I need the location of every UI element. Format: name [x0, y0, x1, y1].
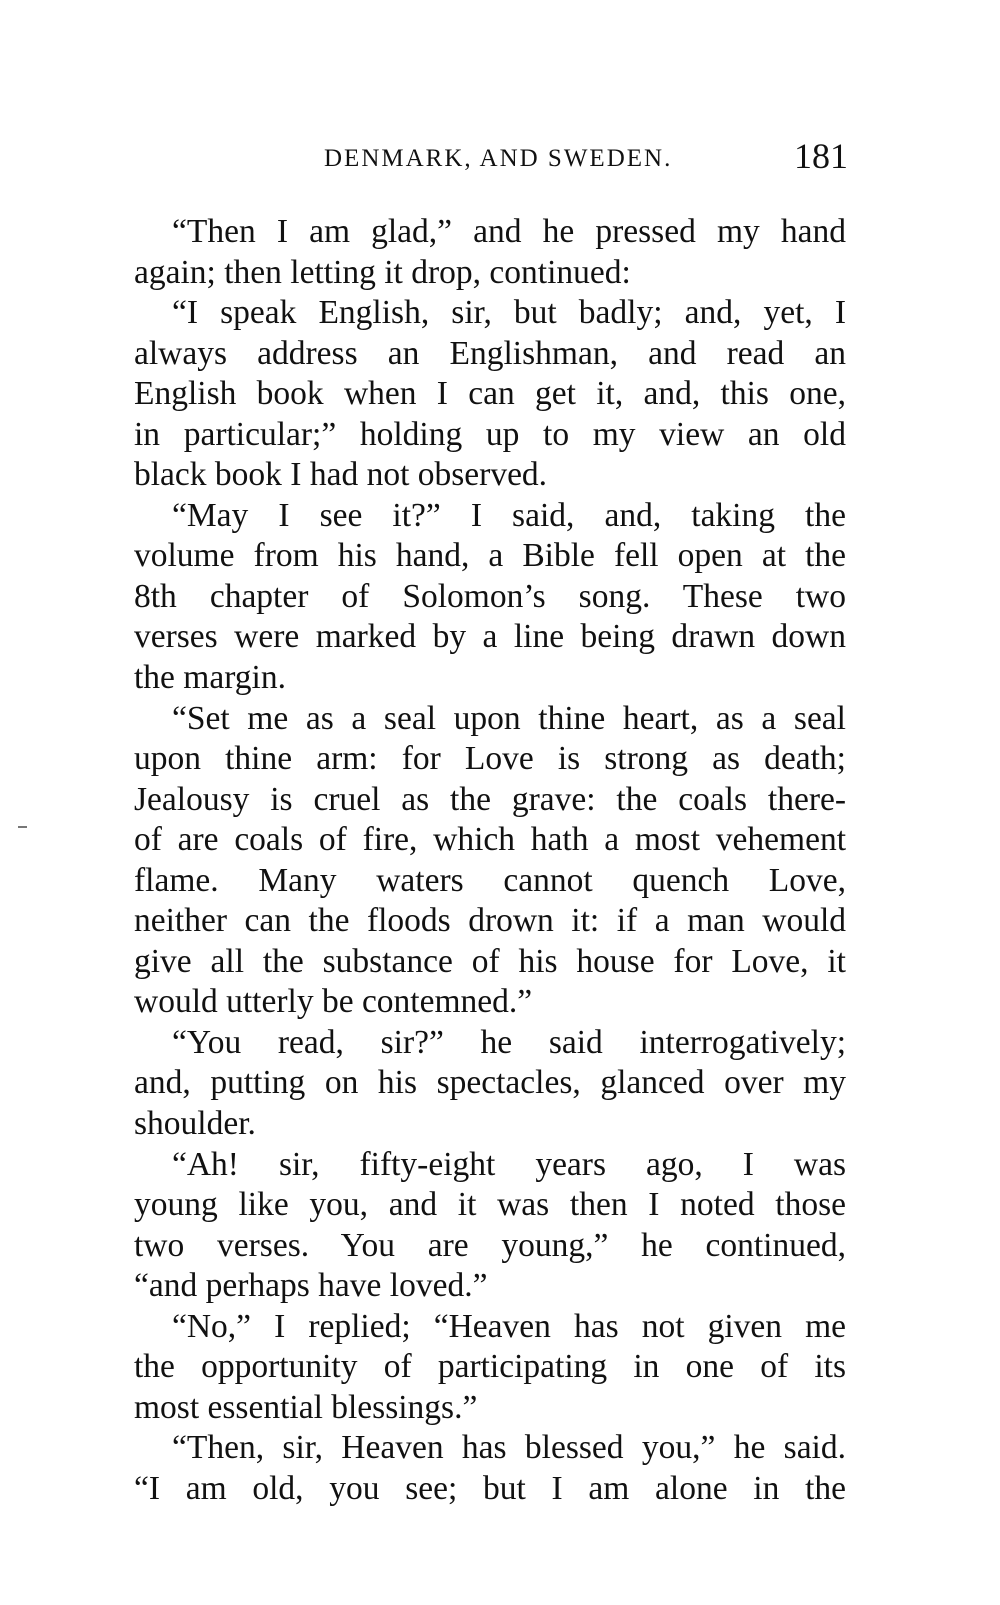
running-head [134, 135, 848, 185]
text-line: English book when I can get it, and, this one, [134, 375, 846, 413]
margin-mark [18, 826, 27, 828]
text-line: flame. Many waters cannot quench Love, [134, 861, 846, 899]
text-line: “May I see it?” I said, and, taking the [172, 496, 846, 534]
text-line: most essential blessings.” [134, 1388, 478, 1426]
text-line: give all the substance of his house for Love, it [134, 942, 846, 980]
text-line: “and perhaps have loved.” [134, 1267, 488, 1305]
text-line: young like you, and it was then I noted those [134, 1186, 846, 1224]
text-line: “Set me as a seal upon thine heart, as a seal [172, 699, 846, 737]
text-line: “Ah! sir, fifty-eight years ago, I was [172, 1145, 846, 1183]
text-line: Jealousy is cruel as the grave: the coals there- [134, 780, 846, 818]
text-line: 8th chapter of Solomon’s song. These two [134, 577, 846, 615]
text-line: volume from his hand, a Bible fell open at the [134, 537, 846, 575]
text-line: black book I had not observed. [134, 456, 548, 494]
text-line: “Then, sir, Heaven has blessed you,” he said. [172, 1429, 846, 1467]
text-line: two verses. You are young,” he continued, [134, 1226, 846, 1264]
running-title: DENMARK, AND SWEDEN. [324, 145, 673, 172]
text-line: “No,” I replied; “Heaven has not given me [172, 1307, 846, 1345]
text-line: “You read, sir?” he said interrogatively; [172, 1023, 846, 1061]
text-line: shoulder. [134, 1105, 256, 1143]
text-line: always address an Englishman, and read an [134, 334, 846, 372]
page-number: 181 [794, 136, 848, 176]
text-line: verses were marked by a line being drawn down [134, 618, 846, 656]
text-line: the opportunity of participating in one of its [134, 1348, 846, 1386]
body-text [134, 212, 846, 1510]
text-line: “I speak English, sir, but badly; and, yet, I [172, 294, 846, 332]
text-line: in particular;” holding up to my view an old [134, 415, 846, 453]
text-line: “I am old, you see; but I am alone in the [134, 1469, 846, 1507]
text-line: neither can the floods drown it: if a man would [134, 902, 846, 940]
text-line: of are coals of fire, which hath a most vehement [134, 821, 846, 859]
text-line: upon thine arm: for Love is strong as death; [134, 740, 846, 778]
text-line: the margin. [134, 659, 286, 697]
text-line: would utterly be contemned.” [134, 983, 533, 1021]
text-line: “Then I am glad,” and he pressed my hand [172, 213, 846, 250]
text-line: again; then letting it drop, continued: [134, 253, 631, 291]
text-line: and, putting on his spectacles, glanced over my [134, 1064, 846, 1102]
